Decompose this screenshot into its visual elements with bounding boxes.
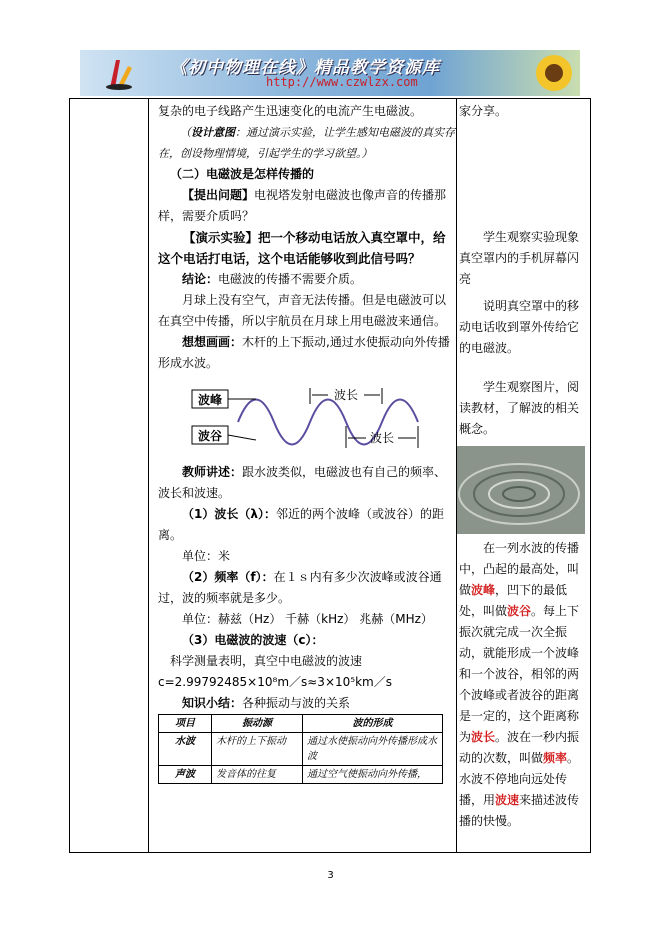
table-cell: 发音体的往复 <box>212 766 303 784</box>
banner-url: http://www.czwlzx.com <box>266 75 418 89</box>
lesson-table <box>69 98 591 853</box>
wavelength-label-bottom: 波长 <box>369 431 395 445</box>
table-cell: 通过空气使振动向外传播， <box>303 766 443 784</box>
wave-diagram <box>188 382 438 452</box>
wavelength-label-top: 波长 <box>333 388 359 402</box>
moon-paragraph: 月球上没有空气，声音无法传播。但是电磁波可以在真空中传播，所以宇航员在月球上用电磁波来通信。 <box>158 293 447 328</box>
table-row <box>159 766 443 784</box>
water-wave-photo <box>457 446 585 534</box>
page-number: 3 <box>327 870 334 881</box>
table-cell: 木杆的上下振动 <box>212 733 303 766</box>
intro-line: 复杂的电子线路产生迅速变化的电流产生电磁波。 <box>158 104 423 118</box>
teacher-activity-column <box>158 101 456 784</box>
speed-title: （3）电磁波的波速（c）： <box>182 633 324 647</box>
table-row <box>159 733 443 766</box>
design-intent: （设计意图：通过演示实验，让学生感知电磁波的真实存在，创设物理情境，引起学生的学习欲望。） <box>158 126 455 160</box>
question: 【提出问题】电视塔发射电磁波也像声音的传播那样，需要介质吗？ <box>158 188 447 223</box>
conclusion: 结论：电磁波的传播不需要介质。 <box>182 272 363 286</box>
crest-label: 波峰 <box>197 393 223 407</box>
col-header: 振动源 <box>212 715 303 733</box>
logo-icon <box>104 56 134 90</box>
table-cell: 声波 <box>159 766 212 784</box>
trough-label: 波谷 <box>197 429 223 443</box>
column-divider <box>148 99 149 852</box>
speed-formula: c=2.99792485×10⁸m／s≈3×10⁵km／s <box>158 675 392 689</box>
vibration-wave-table <box>158 714 443 784</box>
summary: 知识小结：各种振动与波的关系 <box>182 696 351 710</box>
header-banner <box>80 50 580 96</box>
wavelength-def: （1）波长（λ）：邻近的两个波峰（或波谷）的距离。 <box>158 507 444 542</box>
banner-title: 《初中物理在线》精品教学资源库 <box>170 58 440 78</box>
table-cell: 通过水使振动向外传播形成水波 <box>303 733 443 766</box>
demo-experiment: 【演示实验】把一个移动电话放入真空罩中，给这个电话打电话，这个电话能够收到此信号吗？ <box>158 230 446 266</box>
frequency-def: （2）频率（f）：在１ｓ内有多少次波峰或波谷通过，波的频率就是多少。 <box>158 570 442 605</box>
sunflower-icon <box>534 53 574 93</box>
speed-text: 科学测量表明，真空中电磁波的波速 <box>170 654 363 668</box>
unit-hertz: 单位：赫兹（Hz） 千赫（kHz） 兆赫（MHz） <box>182 612 433 626</box>
section-title: （二）电磁波是怎样传播的 <box>170 167 315 181</box>
side-picture: 学生观察图片，阅读教材，了解波的相关概念。 <box>459 380 580 436</box>
side-explain: 说明真空罩中的移动电话收到罩外传给它的电磁波。 <box>459 299 580 355</box>
side-wave-description: 在一列水波的传播中，凸起的最高处，叫做波峰，凹下的最低处，叫做波谷。每上下振次就完成一次全振动，就能形成一个波峰和一个波谷，相邻的两个波峰或者波谷的距离是一定的，这个距离称为波长。波在一秒内振动的次数，叫做频率。水波不停地向远处传播，用波速来描述波传播的快慢。 <box>459 541 580 828</box>
teacher-explain: 教师讲述：跟水波类似，电磁波也有自己的频率、波长和波速。 <box>158 465 447 500</box>
trough-pointer <box>228 435 256 440</box>
col-header: 波的形成 <box>303 715 443 733</box>
col-header: 项目 <box>159 715 212 733</box>
think-draw: 想想画画：木杆的上下振动,通过水使振动向外传播形成水波。 <box>158 335 450 370</box>
side-observe: 学生观察实验现象真空罩内的手机屏幕闪亮 <box>459 230 580 286</box>
side-share: 家分享。 <box>459 104 508 118</box>
unit-meter: 单位：米 <box>182 549 231 563</box>
student-activity-column <box>459 101 587 832</box>
table-cell: 水波 <box>159 733 212 766</box>
